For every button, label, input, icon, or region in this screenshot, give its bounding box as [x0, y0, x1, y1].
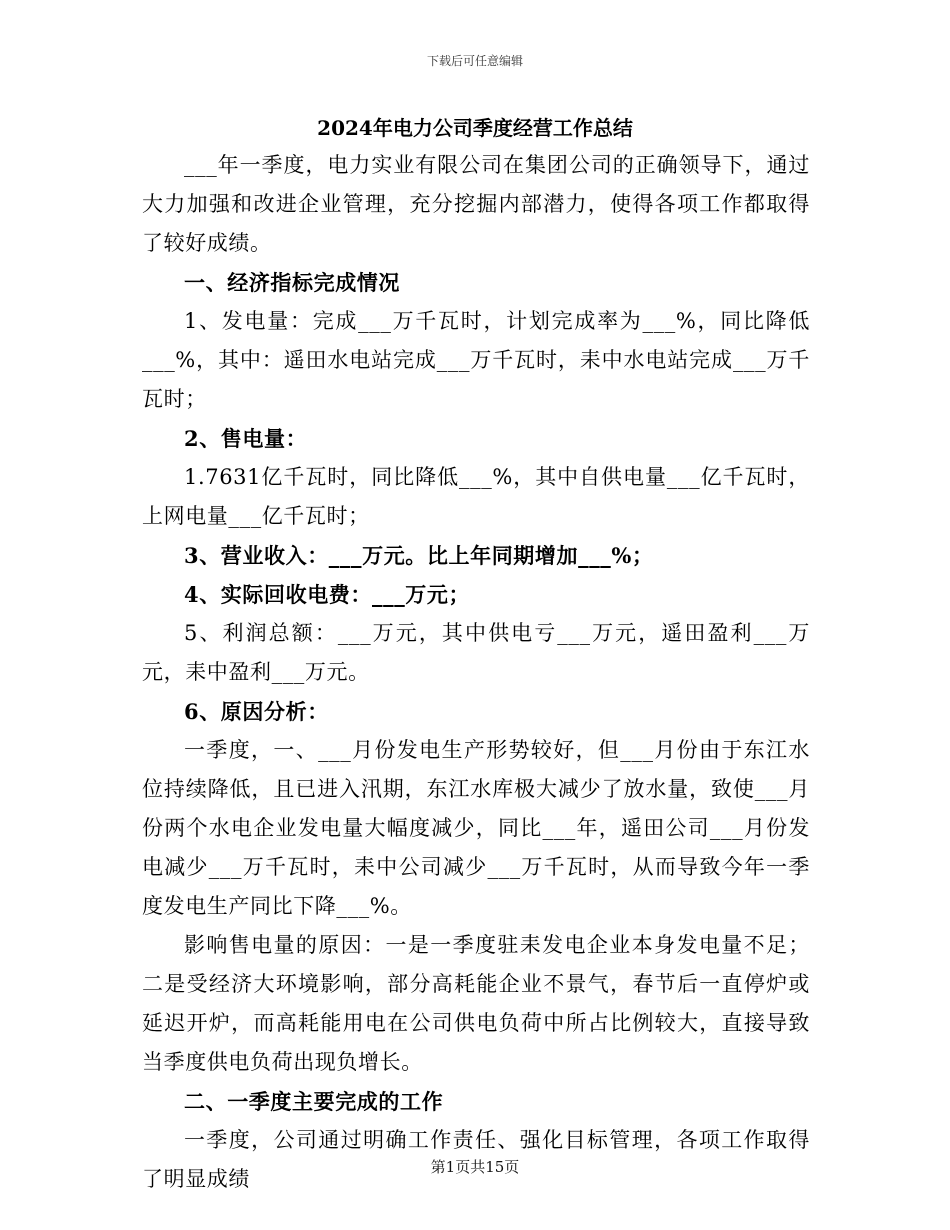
- page-header: 下载后可任意编辑: [426, 54, 523, 68]
- subsection-heading: 2、售电量：: [184, 426, 308, 451]
- paragraph: 1、发电量：完成___万千瓦时，计划完成率为___%，同比降低___%，其中：遥田水电站完成___万千瓦时，耒中水电站完成___万千瓦时；: [142, 309, 810, 411]
- paragraph: 5、利润总额：___万元，其中供电亏___万元，遥田盈利___万元，耒中盈利___万元。: [142, 621, 810, 684]
- subsection-heading: 6、原因分析：: [184, 699, 329, 724]
- paragraph: 影响售电量的原因：一是一季度驻耒发电企业本身发电量不足；二是受经济大环境影响，部分高耗能企业不景气，春节后一直停炉或延迟开炉，而高耗能用电在公司供电负荷中所占比例较大，直接导致当季度供电负荷出现负增长。: [142, 933, 810, 1074]
- section-heading: 二、一季度主要完成的工作: [184, 1089, 444, 1114]
- document-body: [142, 146, 810, 1199]
- page-number: 第1页共15页: [430, 1158, 520, 1176]
- paragraph: 一季度，一、___月份发电生产形势较好，但___月份由于东江水位持续降低，且已进入汛期，东江水库极大减少了放水量，致使___月份两个水电企业发电量大幅度减少，同比___年，遥田公司___月份发电减少___万千瓦时，耒中公司减少___万千瓦时，从而导致今年一季度发电生产同比下降___%。: [142, 738, 810, 918]
- subsection-heading: 3、营业收入：___万元。比上年同期增加___%；: [184, 543, 654, 568]
- intro-paragraph: ___年一季度，电力实业有限公司在集团公司的正确领导下，通过大力加强和改进企业管理，充分挖掘内部潜力，使得各项工作都取得了较好成绩。: [142, 153, 810, 255]
- section-heading: 一、经济指标完成情况: [184, 270, 400, 295]
- paragraph: 1.7631亿千瓦时，同比降低___%，其中自供电量___亿千瓦时，上网电量___亿千瓦时；: [142, 465, 810, 528]
- subsection-heading: 4、实际回收电费：___万元；: [184, 582, 471, 607]
- document-title: 2024年电力公司季度经营工作总结: [317, 116, 633, 140]
- paragraph: 一季度，公司通过明确工作责任、强化目标管理，各项工作取得了明显成绩: [142, 1128, 810, 1191]
